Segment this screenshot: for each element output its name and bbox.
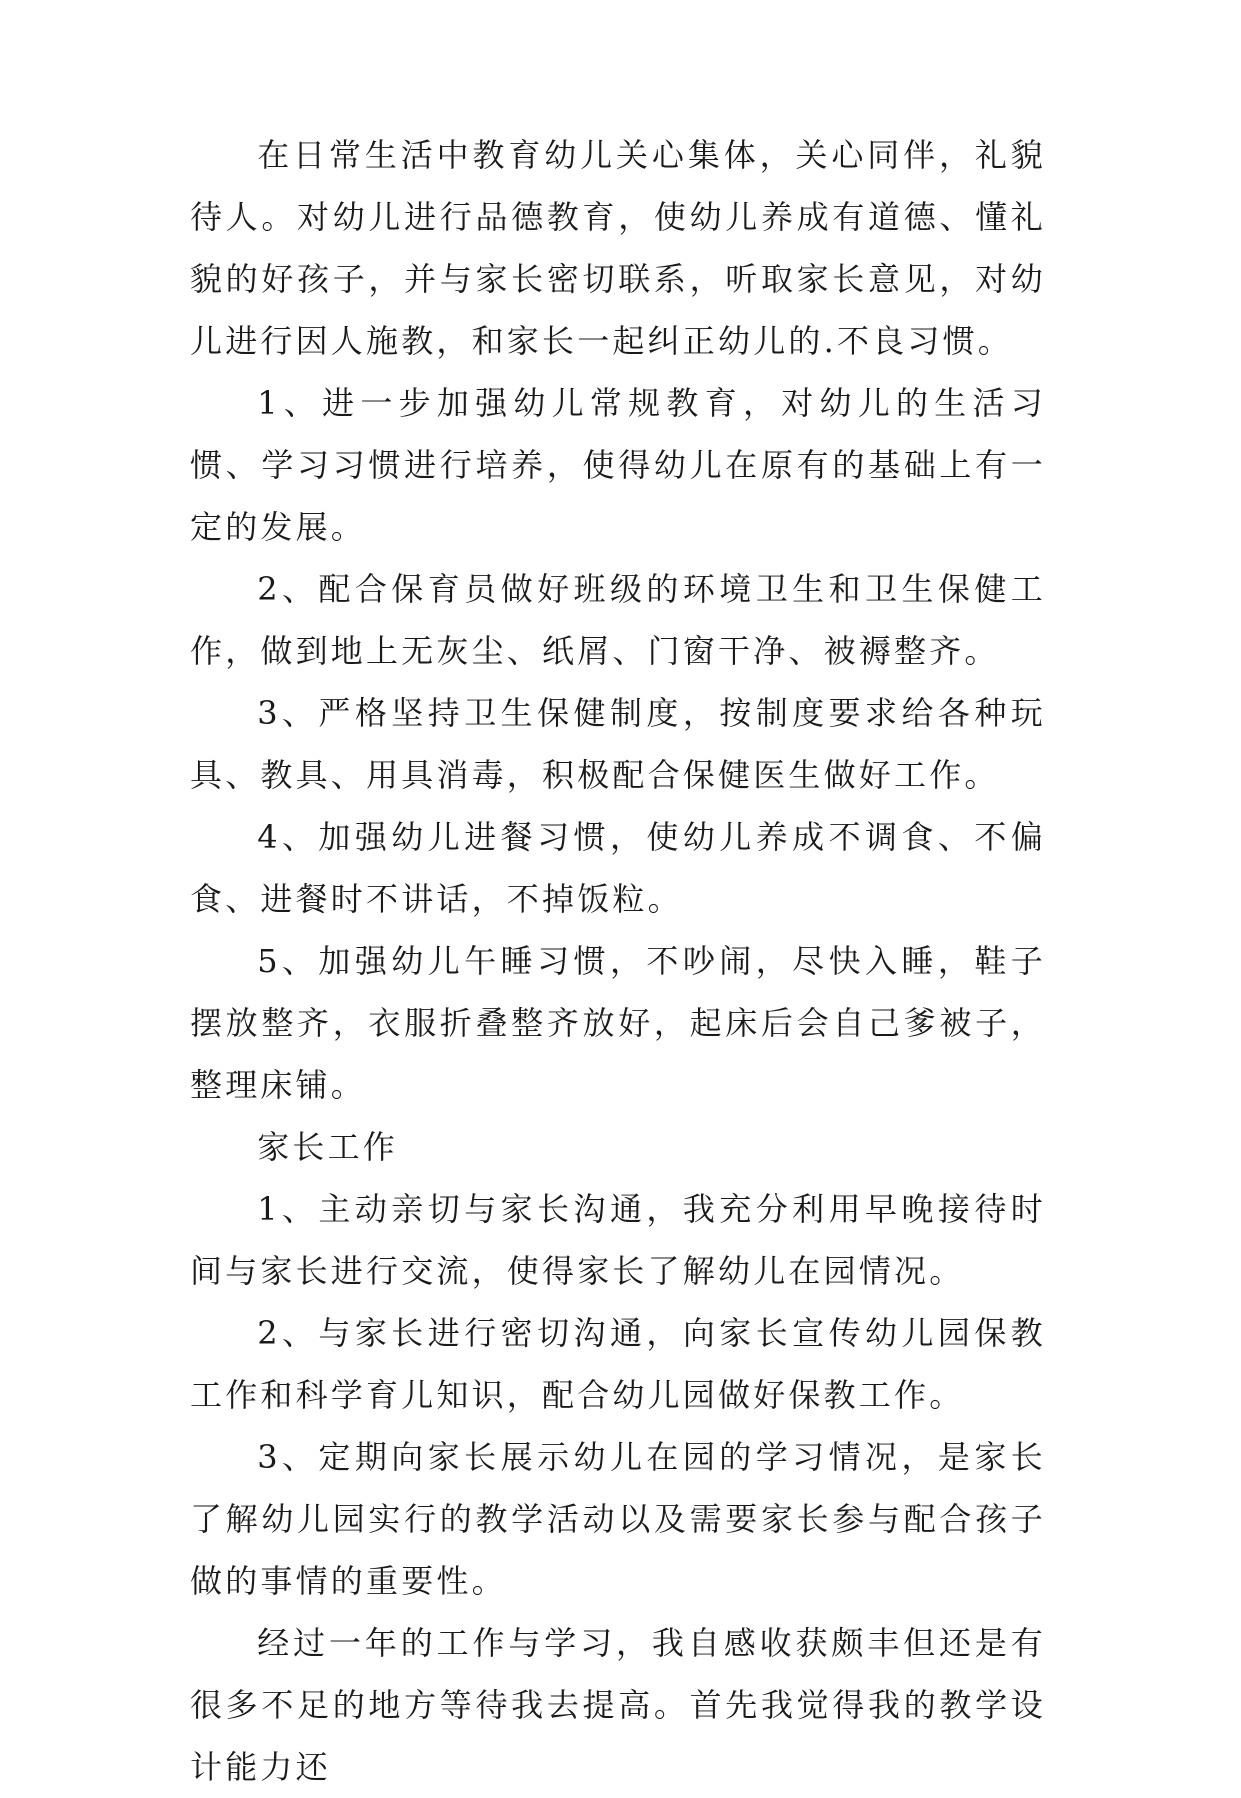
paragraph-summary: 经过一年的工作与学习，我自感收获颇丰但还是有很多不足的地方等待我去提高。首先我觉得我的教学设计能力还 bbox=[190, 1624, 1046, 1786]
paragraph-parent-item-3: 3、定期向家长展示幼儿在园的学习情况，是家长了解幼儿园实行的教学活动以及需要家长参与配合孩子做的事情的重要性。 bbox=[190, 1438, 1046, 1600]
paragraph-item-1: 1、进一步加强幼儿常规教育，对幼儿的生活习惯、学习习惯进行培养，使得幼儿在原有的基础上有一定的发展。 bbox=[190, 384, 1046, 546]
paragraph-intro: 在日常生活中教育幼儿关心集体，关心同伴，礼貌待人。对幼儿进行品德教育，使幼儿养成有道德、懂礼貌的好孩子，并与家长密切联系，听取家长意见，对幼儿进行因人施教，和家长一起纠正幼儿的.不良习惯。 bbox=[190, 136, 1046, 360]
document-body bbox=[190, 124, 1046, 1798]
paragraph-parent-item-2: 2、与家长进行密切沟通，向家长宣传幼儿园保教工作和科学育儿知识，配合幼儿园做好保教工作。 bbox=[190, 1314, 1046, 1414]
section-heading-parent-work: 家长工作 bbox=[257, 1128, 398, 1166]
paragraph-item-3: 3、严格坚持卫生保健制度，按制度要求给各种玩具、教具、用具消毒，积极配合保健医生做好工作。 bbox=[190, 694, 1046, 794]
paragraph-item-2: 2、配合保育员做好班级的环境卫生和卫生保健工作，做到地上无灰尘、纸屑、门窗干净、被褥整齐。 bbox=[190, 570, 1046, 670]
paragraph-parent-item-1: 1、主动亲切与家长沟通，我充分利用早晚接待时间与家长进行交流，使得家长了解幼儿在园情况。 bbox=[190, 1190, 1046, 1290]
paragraph-item-5: 5、加强幼儿午睡习惯，不吵闹，尽快入睡，鞋子摆放整齐，衣服折叠整齐放好，起床后会自己爹被子，整理床铺。 bbox=[190, 942, 1046, 1104]
paragraph-item-4: 4、加强幼儿进餐习惯，使幼儿养成不调食、不偏食、进餐时不讲话，不掉饭粒。 bbox=[190, 818, 1046, 918]
